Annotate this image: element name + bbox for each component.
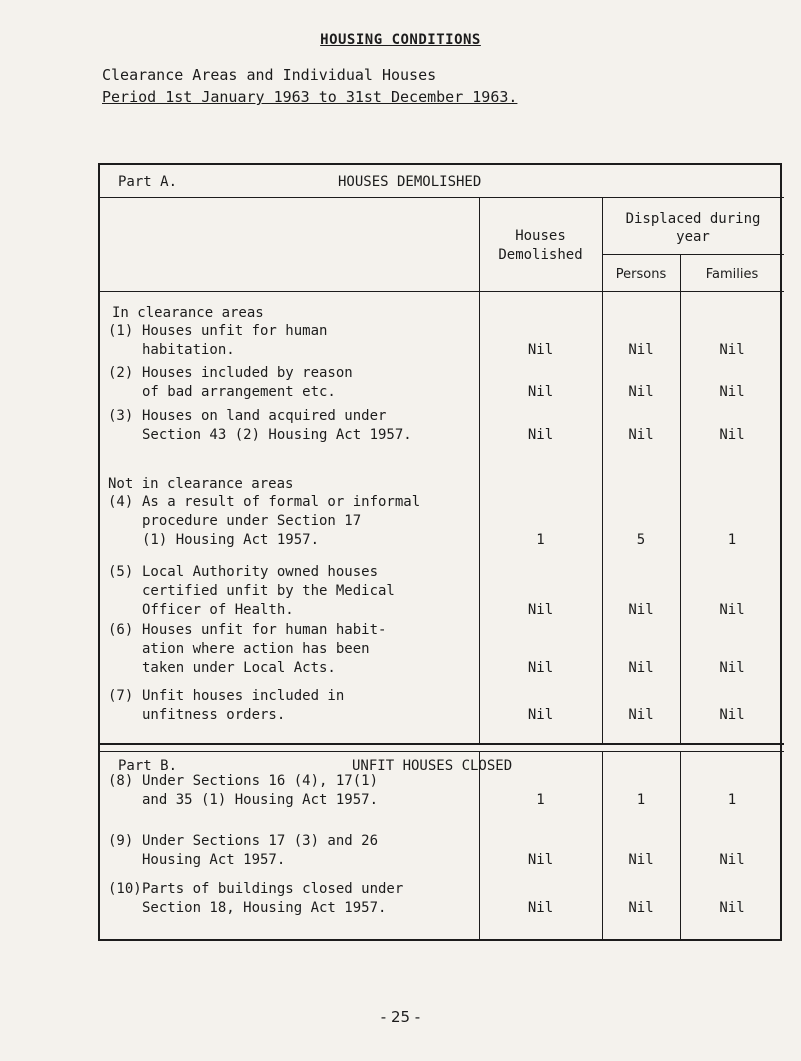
row-number: (8)	[108, 773, 134, 789]
row-label-line: Unfit houses included in	[142, 688, 345, 704]
row-number: (5)	[108, 564, 134, 580]
cell-families: Nil	[719, 427, 745, 443]
row-number: (10)	[108, 881, 142, 897]
row-label-line: certified unfit by the Medical	[142, 583, 395, 599]
col-displaced-line1: Displaced during	[625, 211, 761, 227]
row-label-line: procedure under Section 17	[142, 513, 362, 529]
col-families: Families	[705, 267, 759, 282]
row-label-line: and 35 (1) Housing Act 1957.	[142, 792, 379, 808]
row-label-line: Section 18, Housing Act 1957.	[142, 900, 387, 916]
cell-houses: 1	[536, 792, 545, 808]
page-number: - 25 -	[380, 1008, 421, 1026]
page-title: HOUSING CONDITIONS	[320, 32, 481, 48]
cell-persons: 1	[636, 792, 646, 808]
row-label-line: of bad arrangement etc.	[142, 384, 336, 400]
rule-part-b-top	[98, 743, 784, 745]
row-label-line: Section 43 (2) Housing Act 1957.	[142, 427, 412, 443]
cell-families: 1	[727, 792, 737, 808]
row-number: (6)	[108, 622, 134, 638]
row-number: (4)	[108, 494, 134, 510]
row-number: (9)	[108, 833, 134, 849]
row-label-line: Under Sections 16 (4), 17(1)	[142, 773, 379, 789]
cell-persons: Nil	[628, 900, 654, 916]
cell-persons: Nil	[628, 660, 654, 676]
group-in-clearance: In clearance areas	[112, 305, 264, 321]
part-b-label: Part B.	[118, 758, 178, 774]
cell-persons: Nil	[628, 707, 654, 723]
cell-persons: Nil	[628, 342, 654, 358]
period: Period 1st January 1963 to 31st December 1963.	[102, 88, 518, 106]
cell-houses: 1	[536, 532, 545, 548]
row-label-line: Officer of Health.	[142, 602, 294, 618]
row-number: (1)	[108, 323, 134, 339]
cell-houses: Nil	[527, 707, 554, 723]
cell-houses: Nil	[527, 384, 554, 400]
cell-persons: Nil	[628, 852, 654, 868]
part-a-heading: HOUSES DEMOLISHED	[338, 174, 482, 190]
cell-houses: Nil	[527, 342, 554, 358]
subtitle: Clearance Areas and Individual Houses	[102, 66, 437, 84]
cell-persons: Nil	[628, 602, 654, 618]
cell-houses: Nil	[527, 852, 554, 868]
cell-persons: Nil	[628, 384, 654, 400]
col-houses-line1: Houses	[515, 228, 566, 244]
row-label-line: Local Authority owned houses	[142, 564, 379, 580]
row-label-line: habitation.	[142, 342, 235, 358]
row-label-line: Parts of buildings closed under	[142, 881, 404, 897]
row-number: (7)	[108, 688, 134, 704]
cell-families: 1	[727, 532, 737, 548]
cell-persons: Nil	[628, 427, 654, 443]
cell-families: Nil	[719, 900, 745, 916]
rule-part-a-heading	[98, 197, 784, 198]
cell-families: Nil	[719, 660, 745, 676]
part-b-heading: UNFIT HOUSES CLOSED	[352, 758, 513, 774]
rule-part-b-heading	[98, 751, 784, 752]
row-label-line: Housing Act 1957.	[142, 852, 286, 868]
cell-houses: Nil	[527, 427, 554, 443]
row-number: (3)	[108, 408, 134, 424]
cell-persons: 5	[636, 532, 646, 548]
row-label-line: ation where action has been	[142, 641, 370, 657]
rule-column-header	[98, 291, 784, 292]
cell-families: Nil	[719, 342, 745, 358]
cell-houses: Nil	[527, 900, 554, 916]
part-a-label: Part A.	[118, 174, 178, 190]
row-label-line: As a result of formal or informal	[142, 494, 421, 510]
row-label-line: unfitness orders.	[142, 707, 286, 723]
rule-displaced-sub	[602, 254, 784, 255]
row-label-line: Houses included by reason	[142, 365, 353, 381]
row-label-line: taken under Local Acts.	[142, 660, 336, 676]
cell-families: Nil	[719, 602, 745, 618]
cell-families: Nil	[719, 707, 745, 723]
row-label-line: Houses on land acquired under	[142, 408, 387, 424]
col-persons: Persons	[615, 267, 667, 282]
row-label-line: Houses unfit for human	[142, 323, 328, 339]
row-label-line: (1) Housing Act 1957.	[142, 532, 320, 548]
group-not-in-clearance: Not in clearance areas	[108, 476, 294, 492]
row-label-line: Under Sections 17 (3) and 26	[142, 833, 379, 849]
cell-houses: Nil	[527, 602, 554, 618]
cell-houses: Nil	[527, 660, 554, 676]
row-label-line: Houses unfit for human habit-	[142, 622, 387, 638]
col-houses-line2: Demolished	[498, 247, 583, 263]
cell-families: Nil	[719, 852, 745, 868]
col-displaced-line2: year	[676, 229, 710, 245]
row-number: (2)	[108, 365, 134, 381]
cell-families: Nil	[719, 384, 745, 400]
